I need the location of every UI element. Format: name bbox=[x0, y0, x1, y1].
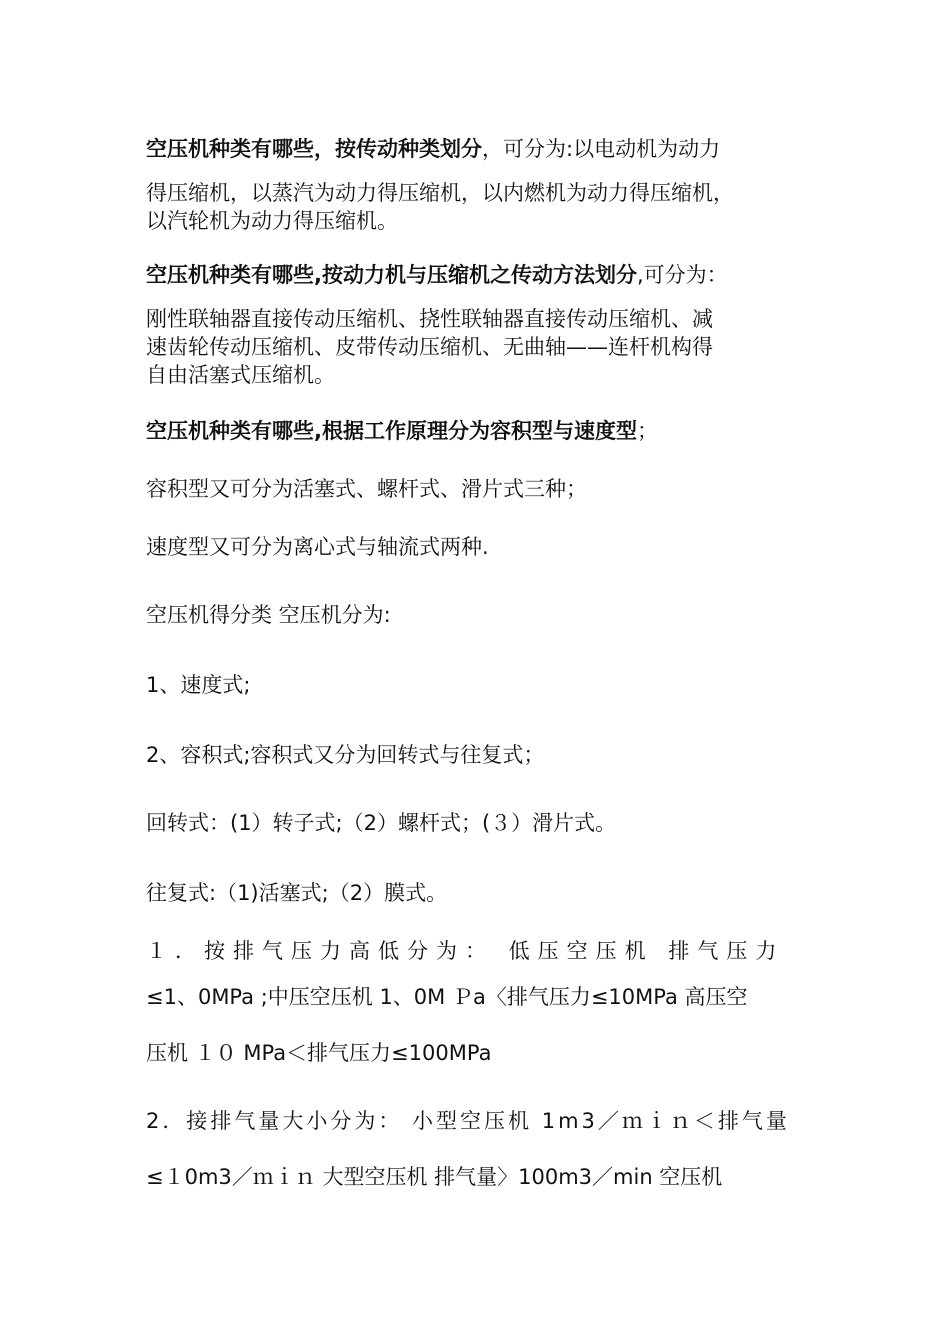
paragraph-positive-displacement: 容积型又可分为活塞式、螺杆式、滑片式三种； bbox=[146, 477, 587, 501]
paragraph-displacement-line-2: ≤１0m3／ｍｉｎ 大型空压机 排气量〉100m3／min 空压机 bbox=[146, 1165, 723, 1189]
paragraph-transmission-type-line-3: 以汽轮机为动力得压缩机。 bbox=[146, 209, 398, 233]
list-item-volumetric: 2、容积式;容积式又分为回转式与往复式； bbox=[146, 743, 545, 767]
paragraph-velocity-type: 速度型又可分为离心式与轴流式两种. bbox=[146, 535, 489, 559]
text-working-principle-end: ； bbox=[636, 419, 658, 443]
list-item-velocity: 1、速度式; bbox=[146, 673, 251, 697]
text-transmission-type-intro: ，可分为:以电动机为动力 bbox=[482, 137, 721, 161]
paragraph-transmission-method-line-2: 刚性联轴器直接传动压缩机、挠性联轴器直接传动压缩机、减 bbox=[146, 307, 713, 331]
paragraph-reciprocating: 往复式:（1)活塞式;（2）膜式。 bbox=[146, 881, 448, 905]
paragraph-pressure-line-1: １．按排气压力高低分为： 低压空压机 排气压力 bbox=[146, 939, 785, 963]
paragraph-displacement-line-1: 2．接排气量大小分为： 小型空压机 1m3／ｍｉｎ＜排气量 bbox=[146, 1109, 790, 1133]
text-transmission-method-intro: ,可分为： bbox=[636, 263, 728, 287]
paragraph-transmission-method-line-4: 自由活塞式压缩机。 bbox=[146, 363, 335, 387]
paragraph-transmission-method-line-3: 速齿轮传动压缩机、皮带传动压缩机、无曲轴——连杆机构得 bbox=[146, 335, 713, 359]
paragraph-transmission-type-line-1 bbox=[146, 136, 720, 162]
heading-transmission-type: 空压机种类有哪些，按传动种类划分 bbox=[146, 137, 482, 161]
paragraph-transmission-type-line-2: 得压缩机，以蒸汽为动力得压缩机，以内燃机为动力得压缩机， bbox=[146, 181, 734, 205]
paragraph-classification: 空压机得分类 空压机分为: bbox=[146, 603, 391, 627]
heading-transmission-method: 空压机种类有哪些,按动力机与压缩机之传动方法划分 bbox=[146, 263, 637, 287]
paragraph-transmission-method-line-1 bbox=[146, 262, 728, 288]
heading-working-principle: 空压机种类有哪些,根据工作原理分为容积型与速度型 bbox=[146, 419, 637, 443]
paragraph-working-principle bbox=[146, 418, 658, 444]
paragraph-pressure-line-3: 压机 １０ MPa＜排气压力≤100MPa bbox=[146, 1041, 492, 1065]
paragraph-rotary: 回转式：(1）转子式;（2）螺杆式；(３）滑片式。 bbox=[146, 811, 617, 835]
paragraph-pressure-line-2: ≤1、0MPa ;中压空压机 1、0M Ｐa〈排气压力≤10MPa 高压空 bbox=[146, 985, 748, 1009]
